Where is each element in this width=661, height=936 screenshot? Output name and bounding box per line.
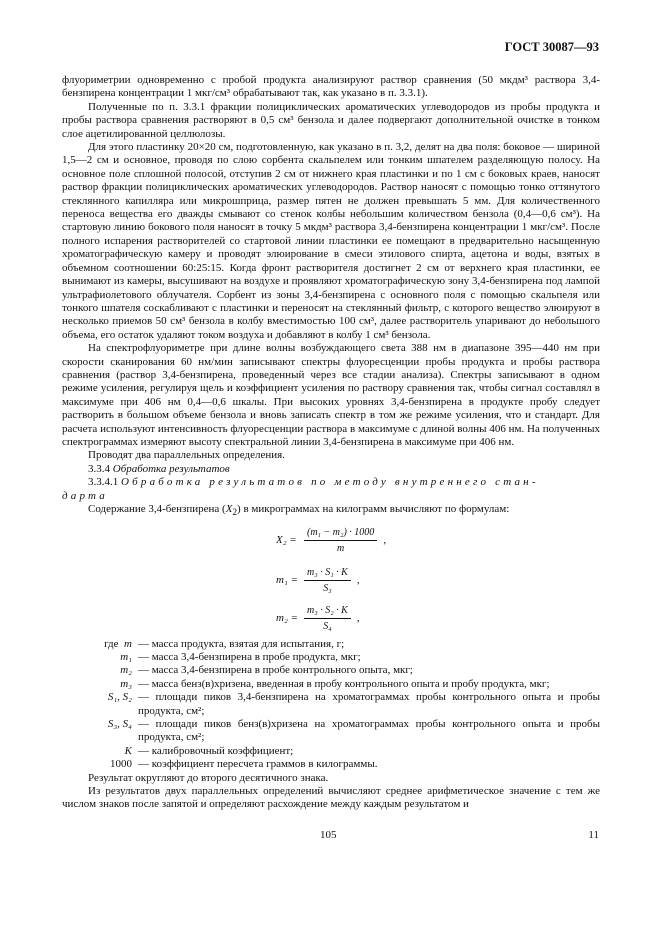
subsection-title: Обработка результатов по методу внутреннего стан- — [121, 476, 539, 489]
paragraph: Из результатов двух параллельных определений вычисляют среднее арифметическое значение с тем же числом знаков после запятой и определяют расхождение между каждым результатом и — [62, 785, 600, 811]
fraction: $\frac{\text{m₃ · S₂ · K}}{\text{S₄}}$ — [304, 604, 351, 634]
formula-x2: X₂ = $\frac{\text{(m₁ − m₂) · 1000}}{m}$ , — [276, 526, 387, 554]
paragraph: флуориметрии одновременно с пробой продукта анализируют раствор сравнения (50 мкдм³ раствора 3,4-бензпирена концентрации 1 мкг/см³ обрабатывают так, как указано в п. 3.3.1). — [62, 74, 600, 100]
paragraph: На спектрофлуориметре при длине волны возбуждающего света 388 нм в диапазоне 395—440 нм при скорости сканирования 60 нм/мин записывают спектры флуоресценции пробы продукта и пробы раствора сравнения (раствор 3,4-бензпирена, проведенный через все стадии анализа). Спектры записывают в одном режиме усиления, регулируя щель и коэффициент усиления по раствору сравнения так, чтобы сигнал составлял в максимуме при 406 нм 0,4—0,6 шкалы. При высоких уровнях 3,4-бензпирена в продукте пробу следует растворить в большом объеме бензола и вновь записать спектр в том же режиме усиления, что и стандарт. Для расчета используют интенсивность флуоресценции раствора в максимуме с длиной волны 406 нм. На полученных спектрограммах измеряют высоту спектральной линии 3,4-бензпирена в максимуме при 406 нм. — [62, 342, 600, 448]
variable-legend — [62, 638, 600, 772]
paragraph: Результат округляют до второго десятичного знака. — [88, 771, 329, 784]
section-heading — [62, 463, 600, 476]
paragraph: Проводят два параллельных определения. — [88, 449, 285, 462]
legend-item: S₃, S₄ — площади пиков бенз(в)хризена на хроматограммах пробы контрольного опыта и пробы продукта, см²; — [107, 718, 600, 744]
standard-code: ГОСТ 30087—93 — [504, 40, 599, 54]
subsection-title-continuation: дарта — [62, 489, 108, 502]
legend-item: m₂ — масса 3,4-бензпирена в пробе контрольного опыта, мкг; — [120, 664, 413, 677]
subsection-number: 3.3.4.1 — [88, 476, 119, 489]
formula-m1: m₁ = $\frac{\text{m₃ · S₁ · K}}{\text{S₃}}$ , — [276, 566, 360, 594]
legend-item: где m — масса продукта, взятая для испытания, г; — [104, 637, 345, 650]
section-number: 3.3.4 — [88, 462, 110, 475]
subsection-heading — [62, 476, 600, 489]
paragraph: Для этого пластинку 20×20 см, подготовленную, как указано в п. 3,2, делят на два поля: боковое — шириной 1,5—2 см и основное, проводя по слою сорбента скальпелем или тонким шпателем разделяющую полосу. На основное поле сплошной полосой, отступив 2 см от нижнего края пластинки и по 1 см с боковых краев, наносят раствор фракции полициклических ароматических углеводородов. Раствор наносят с помощью тонко оттянутого стеклянного капилляра или микрошприца, размер пятен не должен превышать 5 мм. Для количественного переноса вещества его дважды смывают со стенок колбы небольшим количеством бензола (0,4—0,6 см³). На стартовую линию бокового поля наносят в точку 5 мкдм³ раствора 3,4-бензпирена концентрации 1 мкг/см³. После полного испарения растворителей со стартовой линии пластинки ее помещают в предварительно насыщенную хроматографическую камеру и проводят элюирование в смеси этилового спирта, ацетона и воды, взятых в объемном соотношении 60:25:15. Когда фронт растворителя достигнет 2 см от верхнего края пластинки, ее вынимают из камеры, высушивают на воздухе и проявляют хроматографическую зону 3,4-бензпирена под лампой ультрафиолетового облучателя. Сорбент из зоны 3,4-бензпирена с основного поля с помощью скальпеля или тонкого шпателя соскабливают с пластинки и переносят на стеклянный фильтр, с которого вещество элюируют в несколько приемов 50 см³ бензола в колбу вместимостью 100 см³, далее растворитель упаривают до небольшого объема, его остаток удаляют током воздуха и добавляют в колбу 1 см³ бензола. — [62, 141, 600, 341]
formula-block — [62, 526, 600, 632]
formula-m2: m₂ = $\frac{\text{m₃ · S₂ · K}}{\text{S₄}}$ , — [276, 604, 360, 632]
fraction: $\frac{\text{(m₁ − m₂) · 1000}}{m}$ — [304, 526, 377, 556]
legend-item: S₁, S₂ — площади пиков 3,4-бензпирена на хроматограммах пробы контрольного опыта и пробы продукта, см²; — [107, 691, 600, 717]
legend-item: K — калибровочный коэффициент; — [124, 744, 294, 757]
sheet-number: 11 — [588, 829, 599, 841]
legend-item: m₃ — масса бенз(в)хризена, введенная в пробу контрольного опыта и пробу продукта, мкг; — [120, 677, 550, 690]
fraction: $\frac{\text{m₃ · S₁ · K}}{\text{S₃}}$ — [304, 566, 351, 596]
section-title: Обработка результатов — [112, 462, 230, 475]
paragraph: Полученные по п. 3.3.1 фракции полициклических ароматических углеводородов из пробы продукта и пробы раствора сравнения растворяют в 0,5 см³ бензола и далее подвергают дополнительной очистке в тонком слое ацетилированной целлюлозы. — [62, 100, 600, 140]
legend-item: 1000 — коэффициент пересчета граммов в килограммы. — [110, 758, 378, 771]
legend-item: m₁ — масса 3,4-бензпирена в пробе продукта, мкг; — [120, 651, 361, 663]
page-number: 105 — [320, 829, 337, 841]
document-body — [62, 74, 600, 812]
formula-intro: Содержание 3,4-бензпирена $(X_2)$ в микрограммах на килограмм вычисляют по формулам: — [88, 503, 510, 518]
